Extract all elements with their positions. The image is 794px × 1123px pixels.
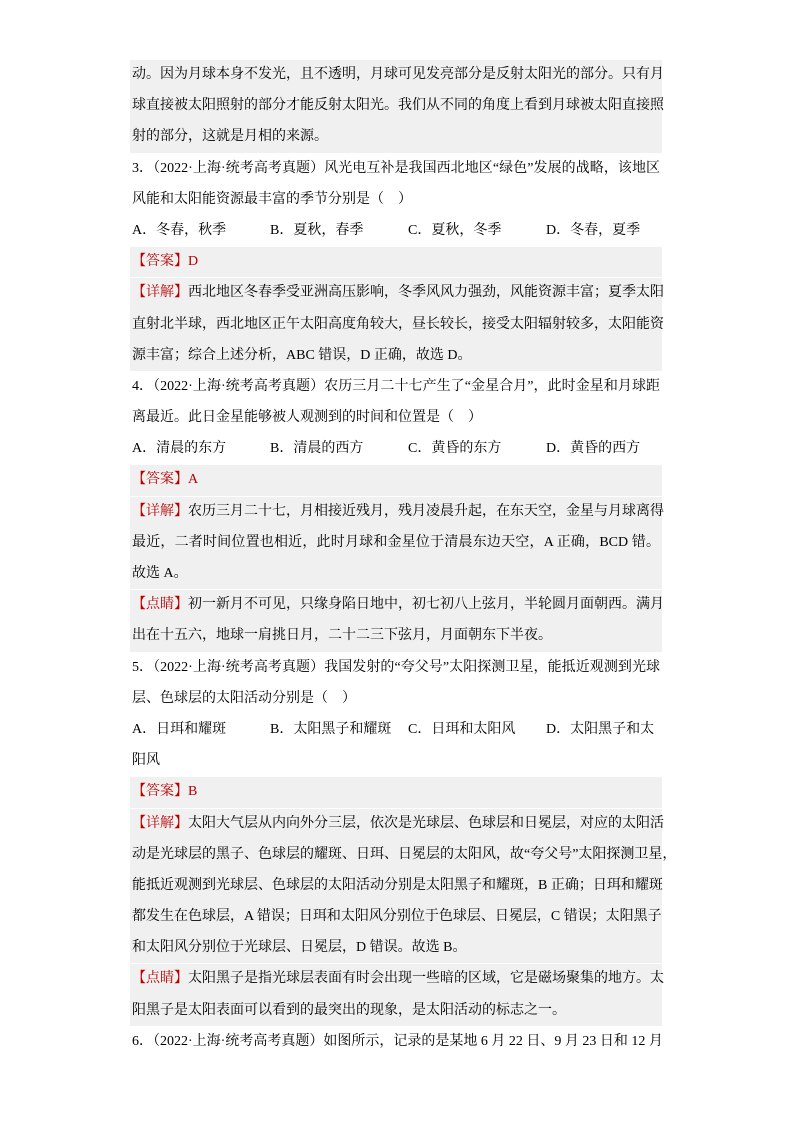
detail-line: 动。因为月球本身不发光，且不透明，月球可见发亮部分是反射太阳光的部分。只有月 — [132, 67, 664, 82]
document-page-body — [130, 59, 677, 1057]
option-a: A．清晨的东方 — [132, 441, 227, 457]
question-stem-line: 离最近。此日金星能够被人观测到的时间和位置是（ ） — [132, 410, 482, 426]
question-stem-line: 风能和太阳能资源最丰富的季节分别是（ ） — [132, 191, 412, 207]
detail-line: 源丰富；综合上述分析，ABC 错误，D 正确，故选 D。 — [132, 347, 472, 363]
answer-block — [130, 776, 662, 807]
detail-label: 【详解】 — [132, 815, 188, 831]
tip-paragraph — [130, 963, 662, 1025]
answer-line — [130, 246, 662, 277]
tip-label: 【点睛】 — [132, 597, 188, 613]
answer-line — [130, 776, 662, 807]
detail-line: 直射北半球，西北地区正午太阳高度角较大，昼长较长，接受太阳辐射较多，太阳能资 — [132, 316, 664, 332]
question-6 — [130, 1026, 662, 1057]
answer-value: D — [188, 254, 199, 270]
options-row — [130, 714, 662, 776]
answer-label: 【答案】 — [132, 472, 188, 488]
answer-line — [130, 464, 662, 495]
detail-line: 射的部分，这就是月相的来源。 — [132, 129, 328, 145]
option-a: A．日珥和耀斑 — [132, 721, 227, 737]
detail-label: 【详解】 — [132, 503, 188, 519]
option-c: C．夏秋，冬季 — [408, 222, 502, 238]
question-stem-line: 层、色球层的太阳活动分别是（ ） — [132, 690, 356, 706]
answer-value: A — [188, 472, 199, 488]
options-row — [130, 215, 662, 246]
detail-line: 能抵近观测到光球层、色球层的太阳活动分别是太阳黑子和耀斑，B 正确；日珥和耀斑 — [132, 877, 663, 893]
tip-line — [130, 589, 662, 620]
detail-line — [130, 277, 662, 308]
detail-line: 球直接被太阳照射的部分才能反射太阳光。我们从不同的角度上看到月球被太阳直接照 — [132, 98, 664, 114]
option-c: C．黄昏的东方 — [408, 441, 502, 457]
detail-line: 最近，二者时间位置也相近，此时月球和金星位于清晨东边天空，A 正确，BCD 错。 — [132, 534, 660, 550]
options-row — [130, 433, 662, 464]
detail-label: 【详解】 — [132, 285, 188, 301]
question-stem-line: 6．（2022·上海·统考高考真题）如图所示，记录的是某地 6 月 22 日、9 月 23 日和 12 月 — [132, 1033, 663, 1049]
tip-text: 太阳黑子是指光球层表面有时会出现一些暗的区域，它是磁场聚集的地方。太 — [188, 971, 664, 987]
option-d: D．冬春，夏季 — [546, 222, 641, 238]
question-5 — [130, 652, 677, 1026]
option-d: D．黄昏的西方 — [546, 441, 641, 457]
answer-block — [130, 464, 662, 495]
detail-text: 太阳大气层从内向外分三层，依次是光球层、色球层和日冕层，对应的太阳活 — [188, 815, 664, 831]
option-b: B．夏秋，春季 — [270, 222, 364, 238]
tip-line: 出在十五六，地球一肩挑日月，二十二三下弦月，月面朝东下半夜。 — [132, 628, 552, 644]
question-stem-line: 4．（2022·上海·统考高考真题）农历三月二十七产生了“金星合月”，此时金星和月球距 — [132, 378, 660, 394]
question-3 — [130, 153, 662, 371]
detail-paragraph — [130, 277, 662, 371]
detail-line: 和太阳风分别位于光球层、日冕层，D 错误。故选 B。 — [132, 940, 467, 956]
detail-continuation — [130, 59, 662, 153]
answer-block — [130, 246, 662, 277]
tip-paragraph — [130, 589, 662, 651]
question-4 — [130, 371, 662, 652]
detail-paragraph — [130, 496, 662, 590]
option-b: B．太阳黑子和耀斑 — [270, 721, 392, 737]
answer-label: 【答案】 — [132, 784, 188, 800]
detail-text: 农历三月二十七，月相接近残月，残月凌晨升起，在东天空，金星与月球离得 — [188, 503, 664, 519]
option-d: D．太阳黑子和太阳风 — [132, 721, 655, 769]
detail-line — [130, 808, 662, 839]
detail-line — [130, 496, 662, 527]
option-b: B．清晨的西方 — [270, 441, 364, 457]
detail-line: 动是光球层的黑子、色球层的耀斑、日珥、日冕层的太阳风，故“夸父号”太阳探测卫星， — [132, 846, 677, 862]
detail-paragraph — [130, 808, 677, 964]
tip-line — [130, 963, 662, 994]
tip-text: 初一新月不可见，只缘身陷日地中，初七初八上弦月，半轮圆月面朝西。满月 — [188, 597, 664, 613]
option-a: A．冬春，秋季 — [132, 222, 227, 238]
question-stem-line: 5．（2022·上海·统考高考真题）我国发射的“夸父号”太阳探测卫星，能抵近观测到光球 — [132, 659, 660, 675]
detail-line: 都发生在色球层，A 错误；日珥和太阳风分别位于色球层、日冕层，C 错误；太阳黑子 — [132, 909, 662, 925]
tip-line: 阳黑子是太阳表面可以看到的最突出的现象，是太阳活动的标志之一。 — [132, 1002, 566, 1018]
tip-label: 【点睛】 — [132, 971, 188, 987]
answer-value: B — [188, 784, 198, 800]
detail-text: 西北地区冬春季受亚洲高压影响，冬季风风力强劲，风能资源丰富；夏季太阳 — [188, 285, 664, 301]
option-c: C．日珥和太阳风 — [408, 721, 516, 737]
answer-label: 【答案】 — [132, 254, 188, 270]
detail-line: 故选 A。 — [132, 566, 188, 581]
question-stem-line: 3．（2022·上海·统考高考真题）风光电互补是我国西北地区“绿色”发展的战略，该地区 — [132, 160, 660, 176]
